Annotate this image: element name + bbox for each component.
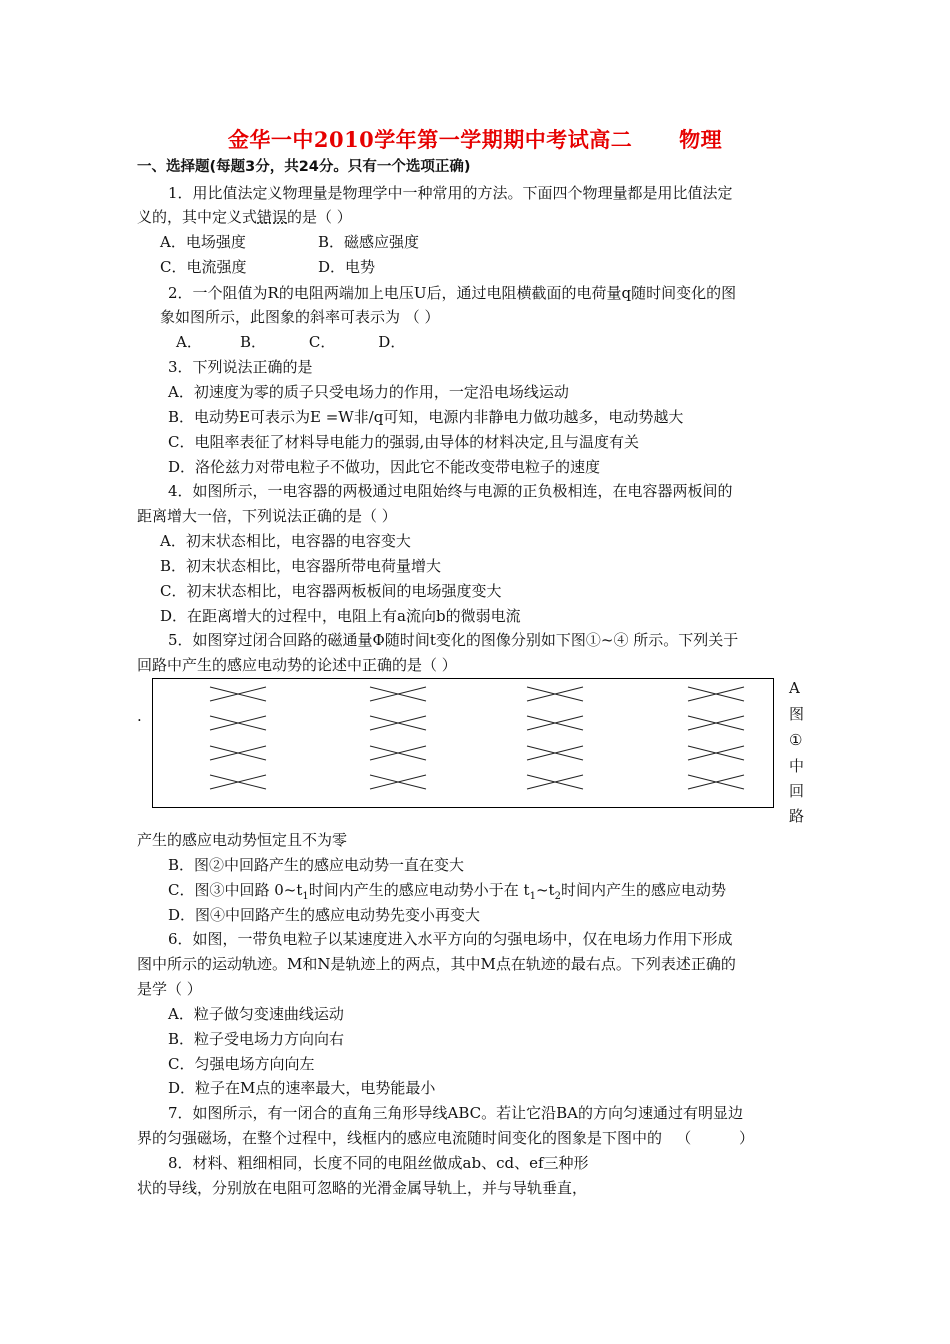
q1-option-b: B．磁感应强度: [318, 233, 420, 251]
figure-placeholder-cross: [527, 687, 583, 701]
q7-text-line1: 7．如图所示，有一闭合的直角三角形导线ABC。若让它沿BA的方向匀速通过有明显边: [168, 1104, 744, 1122]
q5-c-text: ~t: [535, 881, 555, 899]
subscript: 2: [554, 891, 561, 902]
q5-figure-frame: [152, 678, 774, 808]
figure-placeholder-cross: [527, 716, 583, 730]
q6-option-c: C．匀强电场方向向左: [168, 1055, 315, 1073]
q5-c-text: 时间内产生的感应电动势: [560, 881, 726, 899]
q3-option-a: A．初速度为零的质子只受电场力的作用，一定沿电场线运动: [168, 383, 569, 401]
q5-option-c: [168, 880, 726, 900]
q5-text-line1: 5．如图穿过闭合回路的磁通量Φ随时间t变化的图像分别如下图①~④ 所示。下列关于: [168, 631, 739, 649]
figure-placeholder-cross: [210, 716, 266, 730]
q1-option-d: D．电势: [318, 258, 376, 276]
figure-placeholder-cross: [210, 687, 266, 701]
q5-option-b: B．图②中回路产生的感应电动势一直在变大: [168, 856, 465, 874]
q6-option-b: B．粒子受电场力方向向右: [168, 1030, 345, 1048]
figure-placeholder-cross: [688, 775, 744, 789]
q5-option-a-cont: 产生的感应电动势恒定且不为零: [137, 831, 348, 849]
q2-text-line1: 2．一个阻值为R的电阻两端加上电压U后，通过电阻横截面的电荷量q随时间变化的图: [168, 284, 737, 302]
q5-side-char: 中: [789, 757, 805, 775]
q5-figure-placeholder: [153, 679, 773, 807]
q1-option-c: C．电流强度: [160, 258, 247, 276]
figure-placeholder-cross: [210, 775, 266, 789]
q1-text-line2: [137, 207, 352, 227]
q8-text-line2: 状的导线，分别放在电阻可忽略的光滑金属导轨上，并与导轨垂直，: [137, 1179, 588, 1197]
figure-placeholder-cross: [370, 687, 426, 701]
page-title: 金华一中2010学年第一学期期中考试高二 物理: [227, 127, 723, 152]
q5-option-d: D．图④中回路产生的感应电动势先变小再变大: [168, 906, 481, 924]
q5-c-text: 时间内产生的感应电动势小于在 t: [308, 881, 530, 899]
q5-side-char: 回: [789, 782, 805, 800]
figure-placeholder-cross: [527, 746, 583, 760]
figure-placeholder-cross: [370, 746, 426, 760]
q6-text-line1: 6．如图，一带负电粒子以某速度进入水平方向的匀强电场中，仅在电场力作用下形成: [168, 930, 733, 948]
q1-text-part: 义的，其中定义式: [137, 208, 258, 226]
q3-option-c: C．电阻率表征了材料导电能力的强弱,由导体的材料决定,且与温度有关: [168, 433, 640, 451]
q7-text-line2: 界的匀强磁场，在整个过程中，线框内的感应电流随时间变化的图象是下图中的 （ ）: [137, 1129, 754, 1147]
q4-text-line1: 4．如图所示，一电容器的两极通过电阻始终与电源的正负极相连，在电容器两板间的: [168, 482, 733, 500]
q2-text-line2: 象如图所示，此图象的斜率可表示为 （ ）: [160, 308, 440, 326]
figure-placeholder-cross: [688, 746, 744, 760]
q5-side-char: ①: [789, 731, 803, 749]
q3-text-line1: 3．下列说法正确的是: [168, 358, 313, 376]
figure-placeholder-cross: [370, 716, 426, 730]
q6-option-d: D．粒子在M点的速率最大，电势能最小: [168, 1079, 436, 1097]
q1-text-part: 的是（ ）: [287, 208, 352, 226]
q2-options: A． B． C． D．: [176, 333, 406, 351]
q4-option-a: A．初末状态相比，电容器的电容变大: [160, 532, 411, 550]
q1-emphasis: 错误: [257, 208, 288, 226]
q4-option-c: C．初末状态相比，电容器两板板间的电场强度变大: [160, 582, 502, 600]
figure-placeholder-cross: [688, 716, 744, 730]
figure-placeholder-cross: [527, 775, 583, 789]
q5-text-line2: 回路中产生的感应电动势的论述中正确的是（ ）: [137, 656, 457, 674]
q6-text-line2: 图中所示的运动轨迹。M和N是轨迹上的两点，其中M点在轨迹的最右点。下列表述正确的: [137, 955, 736, 973]
figure-placeholder-cross: [210, 746, 266, 760]
q4-option-d: D．在距离增大的过程中，电阻上有a流向b的微弱电流: [160, 607, 521, 625]
q1-text-line1: 1．用比值法定义物理量是物理学中一种常用的方法。下面四个物理量都是用比值法定: [168, 184, 733, 202]
section-heading: 一、选择题(每题3分，共24分。只有一个选项正确): [137, 159, 471, 175]
q5-side-char: 路: [789, 807, 805, 825]
q4-option-b: B．初末状态相比，电容器所带电荷量增大: [160, 557, 442, 575]
figure-placeholder-cross: [688, 687, 744, 701]
q8-text-line1: 8．材料、粗细相同，长度不同的电阻丝做成ab、cd、ef三种形: [168, 1154, 589, 1172]
subscript: 1: [529, 891, 536, 902]
figure-placeholder-cross: [370, 775, 426, 789]
q4-text-line2: 距离增大一倍，下列说法正确的是（ ）: [137, 507, 397, 525]
q5-side-char: A: [789, 679, 800, 697]
subscript: 1: [302, 891, 309, 902]
q5-c-text: C．图③中回路 0~t: [168, 881, 303, 899]
q1-option-a: A．电场强度: [160, 233, 246, 251]
q3-option-d: D．洛伦兹力对带电粒子不做功，因此它不能改变带电粒子的速度: [168, 458, 601, 476]
q3-option-b: B．电动势E可表示为E =W非/q可知，电源内非静电力做功越多，电动势越大: [168, 408, 684, 426]
q6-option-a: A．粒子做匀变速曲线运动: [168, 1005, 344, 1023]
q6-text-line3: 是学（ ）: [137, 980, 202, 998]
q5-side-char: 图: [789, 705, 805, 723]
q5-stray-dot: .: [137, 707, 142, 725]
